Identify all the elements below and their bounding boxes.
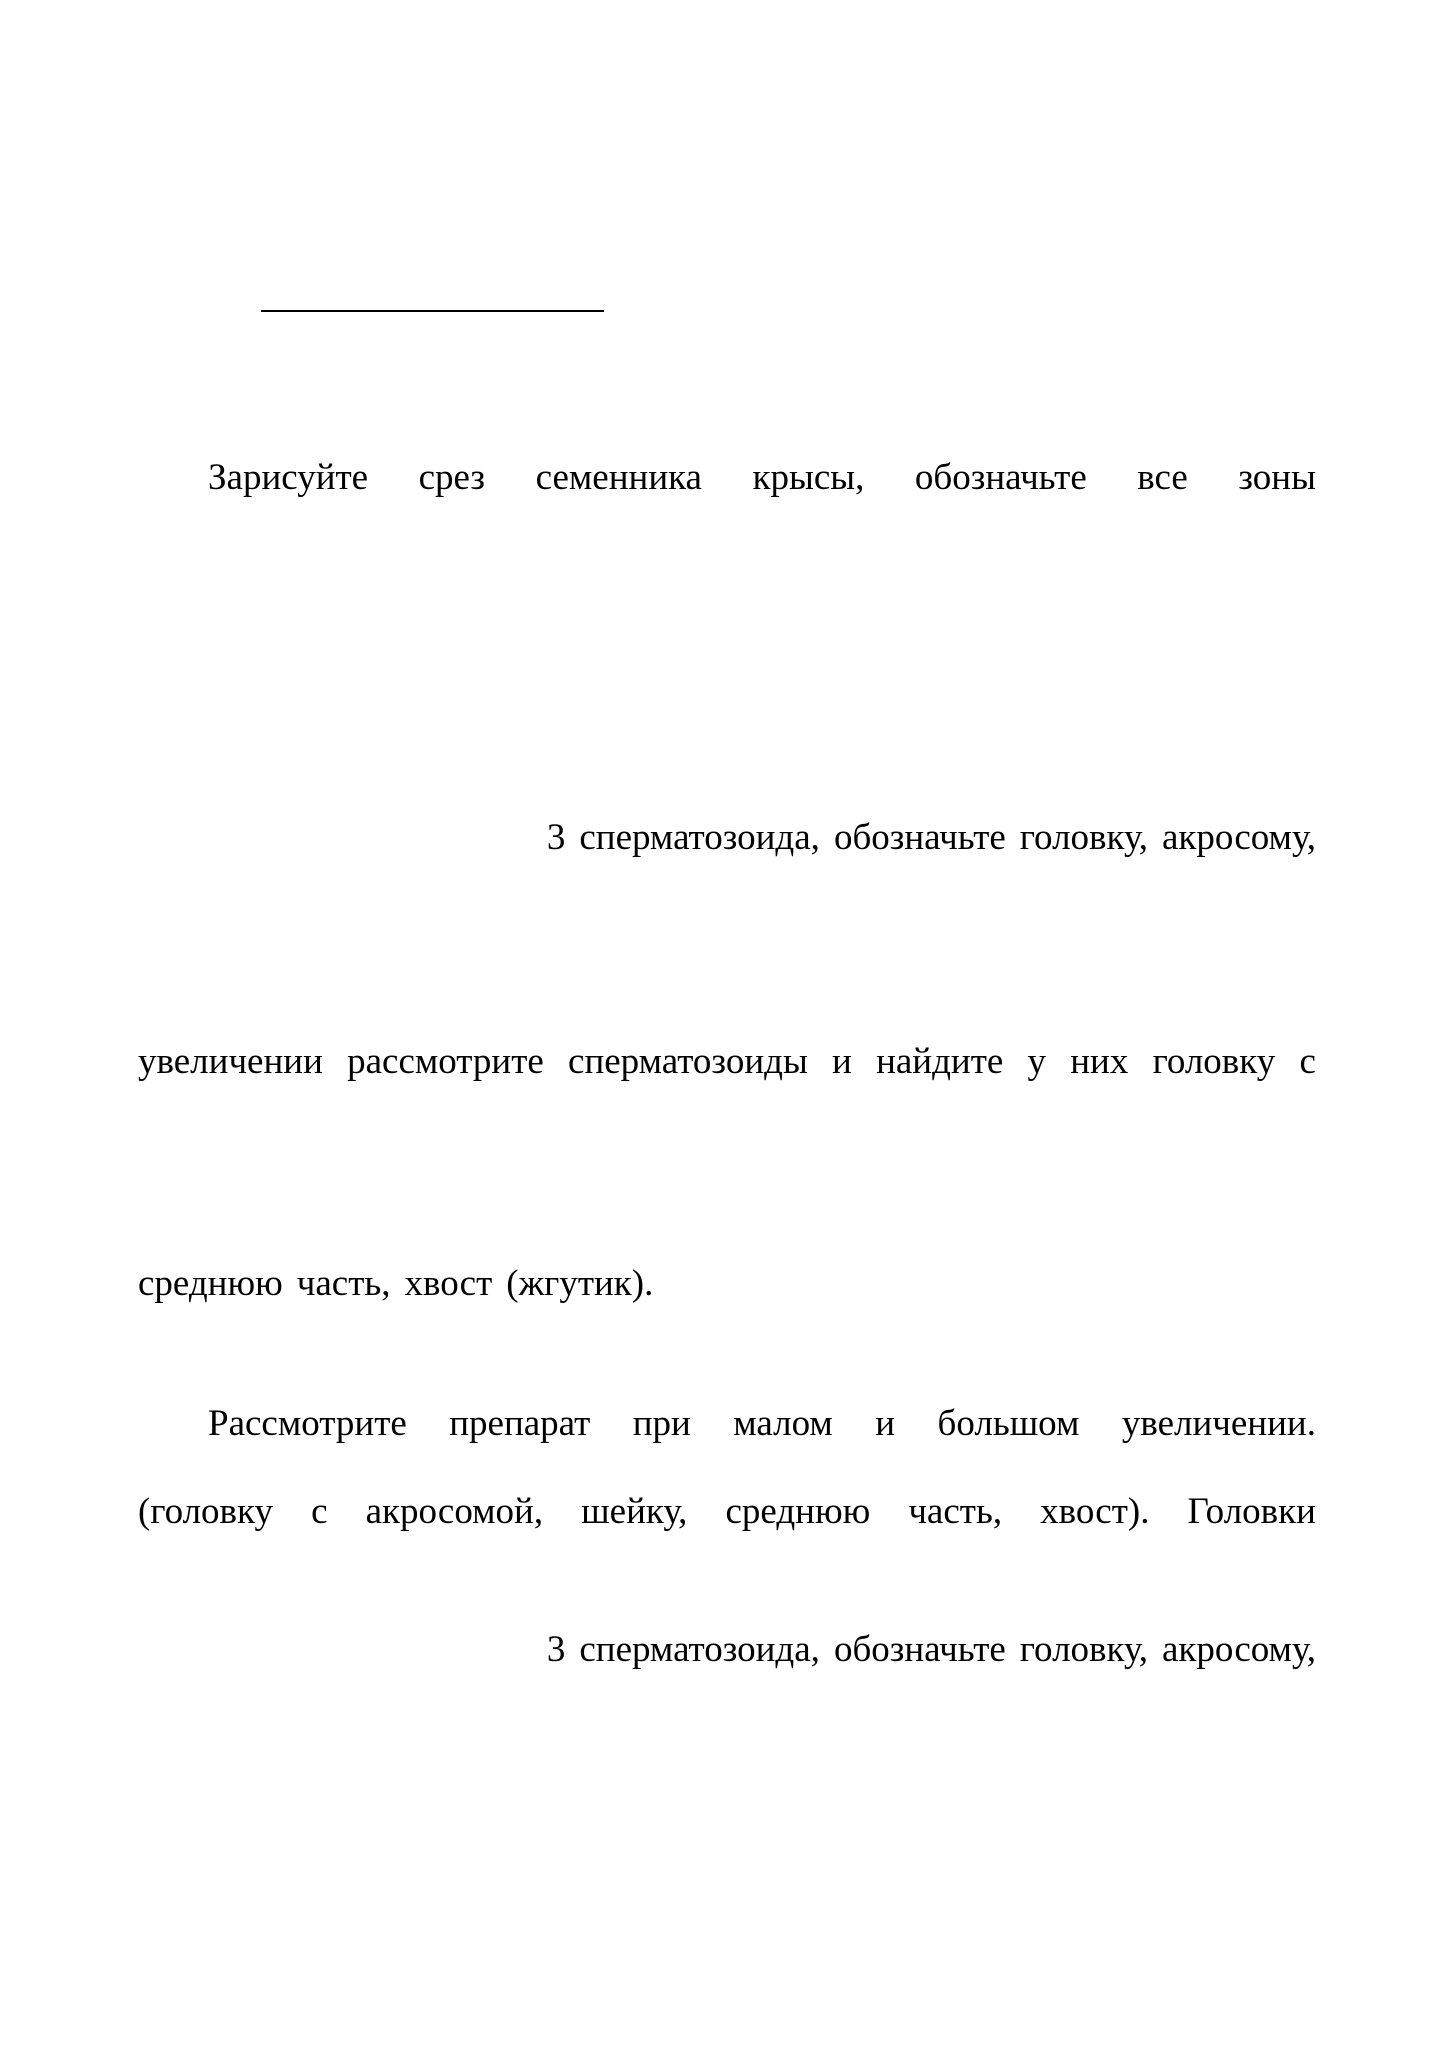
word: хвост — [404, 1263, 493, 1304]
word: 3 — [546, 1629, 566, 1670]
text-line — [138, 1262, 1316, 1306]
word: (головку — [138, 1491, 273, 1532]
word: (жгутик). — [506, 1263, 654, 1304]
word: среднюю — [138, 1263, 283, 1304]
word: срез — [418, 457, 486, 498]
word: у — [1027, 1041, 1047, 1082]
text-line — [138, 816, 1316, 860]
text-line — [138, 456, 1316, 500]
word: обозначьте — [833, 817, 1006, 858]
word: головку, — [1019, 1629, 1148, 1670]
word: Головки — [1187, 1491, 1316, 1532]
word: головку — [1152, 1041, 1276, 1082]
word: сперматозоида, — [579, 817, 820, 858]
word: найдите — [876, 1041, 1004, 1082]
word: при — [632, 1403, 691, 1444]
word: и — [875, 1403, 896, 1444]
word: часть, — [296, 1263, 391, 1304]
word: сперматозоида, — [579, 1629, 820, 1670]
word: с — [1299, 1041, 1316, 1082]
word: большом — [937, 1403, 1080, 1444]
word: часть, — [908, 1491, 1003, 1532]
word: 3 — [546, 817, 566, 858]
text-line — [138, 1490, 1316, 1534]
word: рассмотрите — [347, 1041, 544, 1082]
word: Зарисуйте — [208, 457, 369, 498]
word: головку, — [1019, 817, 1148, 858]
word: акросомой, — [365, 1491, 544, 1532]
word: акросому, — [1162, 1629, 1316, 1670]
word: шейку, — [581, 1491, 688, 1532]
word: крысы, — [752, 457, 865, 498]
word: акросому, — [1162, 817, 1316, 858]
word: с — [311, 1491, 328, 1532]
word: малом — [733, 1403, 833, 1444]
word: увеличении. — [1121, 1403, 1316, 1444]
word: и — [832, 1041, 852, 1082]
word: семенника — [535, 457, 702, 498]
word: обозначьте — [833, 1629, 1006, 1670]
top-rule — [261, 310, 604, 312]
text-line — [138, 1402, 1316, 1446]
word: увеличении — [138, 1041, 323, 1082]
word: хвост). — [1040, 1491, 1150, 1532]
word: среднюю — [725, 1491, 871, 1532]
word: них — [1070, 1041, 1129, 1082]
word: обозначьте — [914, 457, 1087, 498]
word: зоны — [1238, 457, 1316, 498]
word: сперматозоиды — [568, 1041, 808, 1082]
text-line — [138, 1040, 1316, 1084]
word: все — [1137, 457, 1188, 498]
text-line — [138, 1628, 1316, 1672]
word: препарат — [449, 1403, 591, 1444]
word: Рассмотрите — [208, 1403, 407, 1444]
